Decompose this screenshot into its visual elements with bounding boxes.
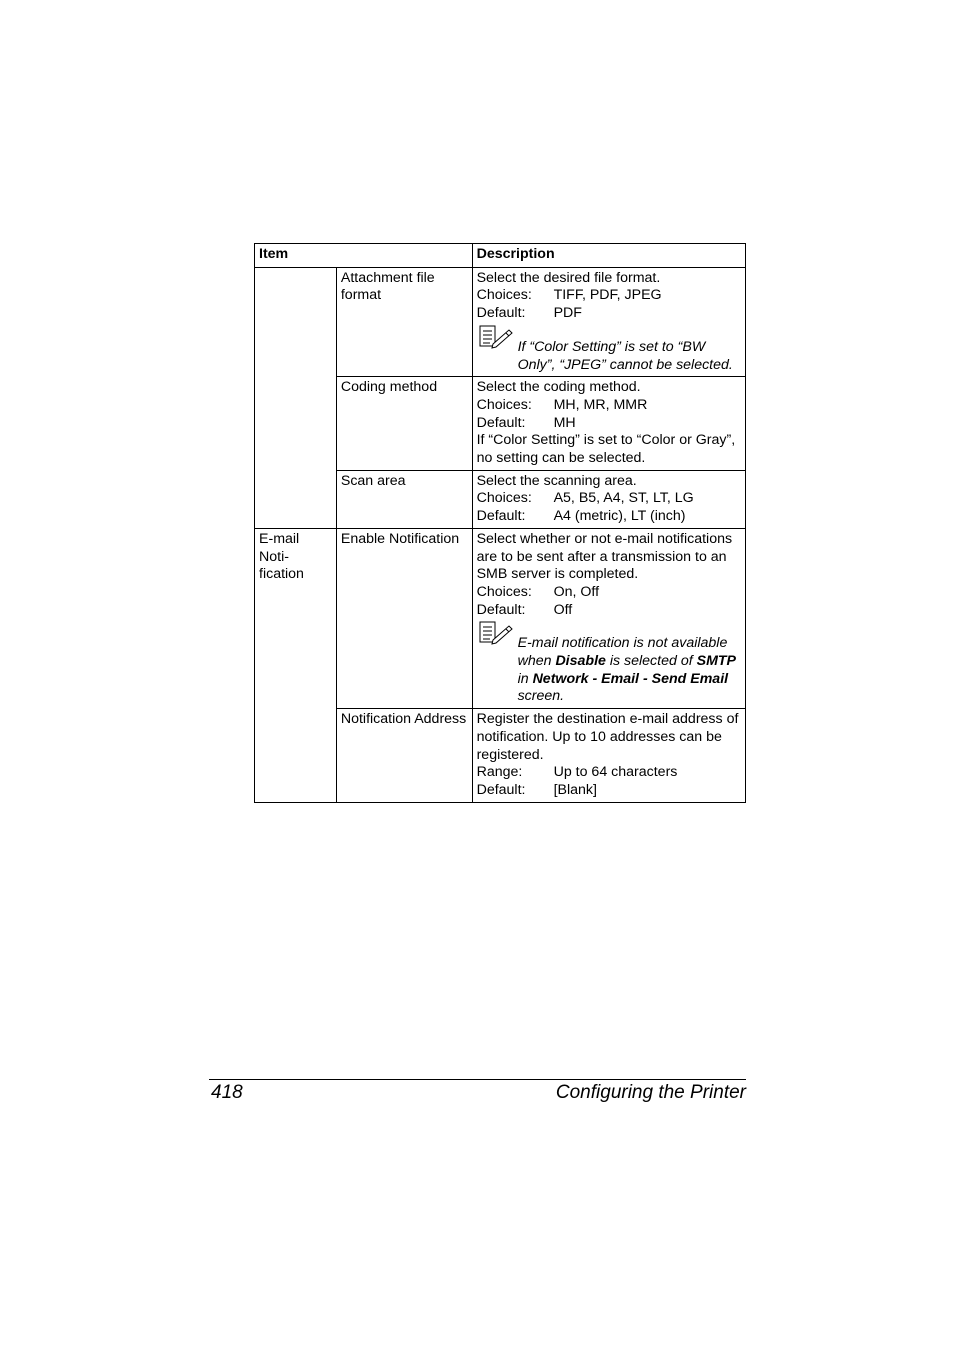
note-text-2: is selected of [605,653,697,670]
note-text-4: screen. [517,688,565,705]
description-cell [472,267,745,377]
default-line [477,508,741,526]
page-number: 418 [211,1082,243,1103]
sub-item-cell: Scan area [336,470,472,528]
default-line [477,415,741,433]
description-extra: If “Color Setting” is set to “Color or Gray”, no setting can be selected. [476,432,736,467]
default-line [477,305,741,323]
choices-label: Choices: [476,396,532,413]
range-line [477,764,741,782]
choices-line [477,490,741,508]
note-bold-smtp: SMTP [696,653,737,670]
sub-item-cell: Enable Notification [336,528,472,708]
choices-line [477,397,741,415]
choices-value: A5, B5, A4, ST, LT, LG [553,490,694,507]
note-text-3: in [517,670,533,687]
note-bold-disable: Disable [555,653,606,670]
choices-value: TIFF, PDF, JPEG [553,287,662,304]
description-intro: Select the scanning area. [476,472,637,489]
description-intro: Register the destination e-mail address of notification. Up to 10 addresses can be registered. [476,711,739,763]
sub-item-cell: Notification Address [336,709,472,803]
description-cell [472,709,745,803]
settings-table [254,243,746,803]
description-intro: Select whether or not e-mail notifications are to be sent after a transmission to an SMB server is completed. [476,530,733,583]
default-line [477,782,741,800]
default-line [477,602,741,620]
description-cell [472,470,745,528]
choices-label: Choices: [476,583,532,600]
default-value: MH [553,414,576,431]
note-block [477,339,741,374]
range-value: Up to 64 characters [553,764,678,781]
sub-item-cell: Attachment file format [336,267,472,377]
note-pencil-icon [479,325,513,349]
default-value: Off [553,601,573,618]
choices-label: Choices: [476,490,532,507]
default-value: [Blank] [553,781,597,798]
table-row [255,267,746,377]
note-block [477,635,741,706]
default-label: Default: [476,601,526,618]
table-row [255,528,746,708]
group-cell-empty [255,267,337,528]
note-text-1: E-mail notification is not available when [517,635,728,670]
description-intro: Select the coding method. [476,379,641,396]
note-text: If “Color Setting” is set to “BW Only”, “JPEG” cannot be selected. [517,338,733,373]
range-label: Range: [476,764,523,781]
default-label: Default: [476,305,526,322]
default-value: PDF [553,305,582,322]
group-cell-email-notification: E-mail Noti-fication [255,528,337,802]
choices-value: MH, MR, MMR [553,396,648,413]
header-item: Item [255,244,473,268]
choices-line [477,287,741,305]
default-label: Default: [476,508,526,525]
table-header-row [255,244,746,268]
default-label: Default: [476,414,526,431]
note-bold-menu-path: Network - Email - Send Email [532,670,729,687]
description-cell [472,377,745,471]
default-label: Default: [476,781,526,798]
description-cell [472,528,745,708]
choices-label: Choices: [476,287,532,304]
sub-item-cell: Coding method [336,377,472,471]
default-value: A4 (metric), LT (inch) [553,508,686,525]
note-pencil-icon [479,621,513,645]
footer-divider [209,1079,746,1080]
header-description: Description [472,244,745,268]
choices-value: On, Off [553,583,600,600]
chapter-title: Configuring the Printer [555,1082,746,1103]
description-intro: Select the desired file format. [476,269,661,286]
choices-line [477,584,741,602]
